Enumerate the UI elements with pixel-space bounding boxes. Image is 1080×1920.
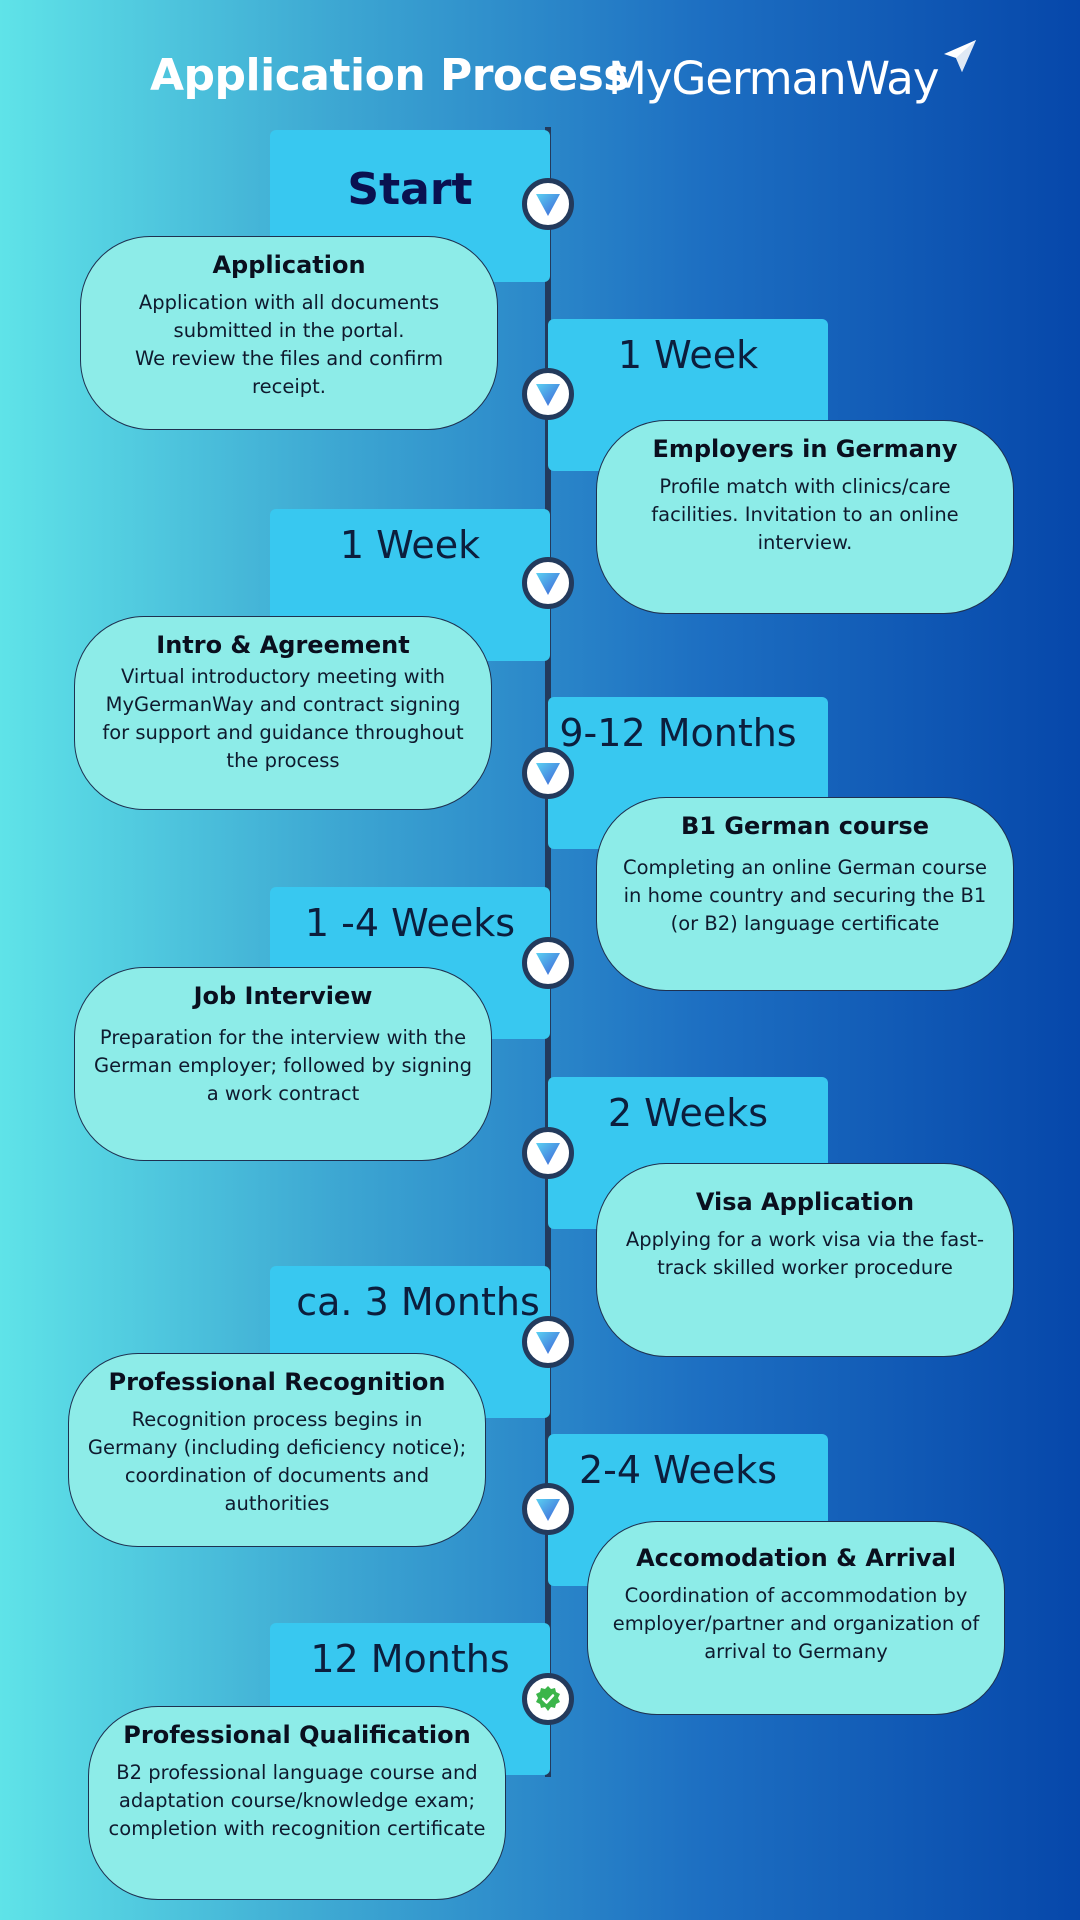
step-card-job-interview — [74, 967, 492, 1161]
triangle-down-icon — [535, 1496, 561, 1522]
page-title: Application Process — [150, 50, 629, 101]
step-card-visa — [596, 1163, 1014, 1357]
triangle-down-icon — [535, 1140, 561, 1166]
header — [0, 50, 1080, 120]
timeline-node — [522, 1483, 574, 1535]
time-label: 1 Week — [339, 523, 481, 567]
time-label: Start — [347, 164, 473, 215]
brand-logo-text: MyGermanWay — [608, 52, 939, 105]
triangle-down-icon — [535, 191, 561, 217]
timeline-node — [522, 368, 574, 420]
step-description: Coordination of accommodation by employer/partner and organization of arrival to Germany — [612, 1584, 980, 1663]
step-description: Applying for a work visa via the fast-track skilled worker procedure — [625, 1228, 985, 1279]
paper-plane-icon — [942, 38, 978, 74]
step-title: Accomodation & Arrival — [636, 1544, 956, 1572]
time-label: 12 Months — [310, 1637, 510, 1681]
step-card-accommodation — [587, 1521, 1005, 1715]
step-title: Employers in Germany — [652, 435, 958, 463]
triangle-down-icon — [535, 1329, 561, 1355]
triangle-down-icon — [535, 950, 561, 976]
step-description: B2 professional language course and adaptation course/knowledge exam; completion with recognition certificate — [108, 1761, 486, 1840]
step-card-application — [80, 236, 498, 430]
step-card-recognition — [68, 1353, 486, 1547]
triangle-down-icon — [535, 570, 561, 596]
step-description: Application with all documents submitted in the portal. We review the files and confirm receipt. — [134, 291, 444, 398]
timeline-node — [522, 1127, 574, 1179]
step-title: Professional Recognition — [108, 1368, 446, 1396]
step-title: Job Interview — [193, 982, 373, 1010]
timeline-node — [522, 747, 574, 799]
step-description: Completing an online German course in home country and securing the B1 (or B2) language certificate — [623, 856, 987, 935]
step-title: Professional Qualification — [123, 1721, 471, 1749]
step-title: Intro & Agreement — [156, 631, 410, 659]
timeline-node — [522, 557, 574, 609]
step-description: Preparation for the interview with the German employer; followed by signing a work contract — [94, 1026, 472, 1105]
step-card-german-course — [596, 797, 1014, 991]
check-badge-icon — [535, 1686, 561, 1712]
step-card-intro — [74, 616, 492, 810]
timeline-node — [522, 178, 574, 230]
step-title: B1 German course — [680, 812, 929, 840]
time-label: 9-12 Months — [559, 711, 797, 755]
time-label: ca. 3 Months — [296, 1280, 540, 1324]
step-description: Virtual introductory meeting with MyGermanWay and contract signing for support and guidance throughout the process — [102, 665, 464, 772]
step-description: Recognition process begins in Germany (including deficiency notice); coordination of documents and authorities — [87, 1408, 467, 1515]
timeline-node — [522, 937, 574, 989]
step-card-qualification — [88, 1706, 506, 1900]
time-label: 1 -4 Weeks — [304, 901, 516, 945]
step-title: Visa Application — [695, 1188, 915, 1216]
time-label: 2-4 Weeks — [578, 1448, 778, 1492]
step-title: Application — [212, 251, 366, 279]
timeline-node — [522, 1316, 574, 1368]
time-label: 1 Week — [617, 333, 759, 377]
time-label: 2 Weeks — [607, 1091, 769, 1135]
step-description: Profile match with clinics/care facilities. Invitation to an online interview. — [651, 475, 959, 554]
step-card-employers — [596, 420, 1014, 614]
triangle-down-icon — [535, 381, 561, 407]
triangle-down-icon — [535, 760, 561, 786]
timeline-node-final — [522, 1673, 574, 1725]
